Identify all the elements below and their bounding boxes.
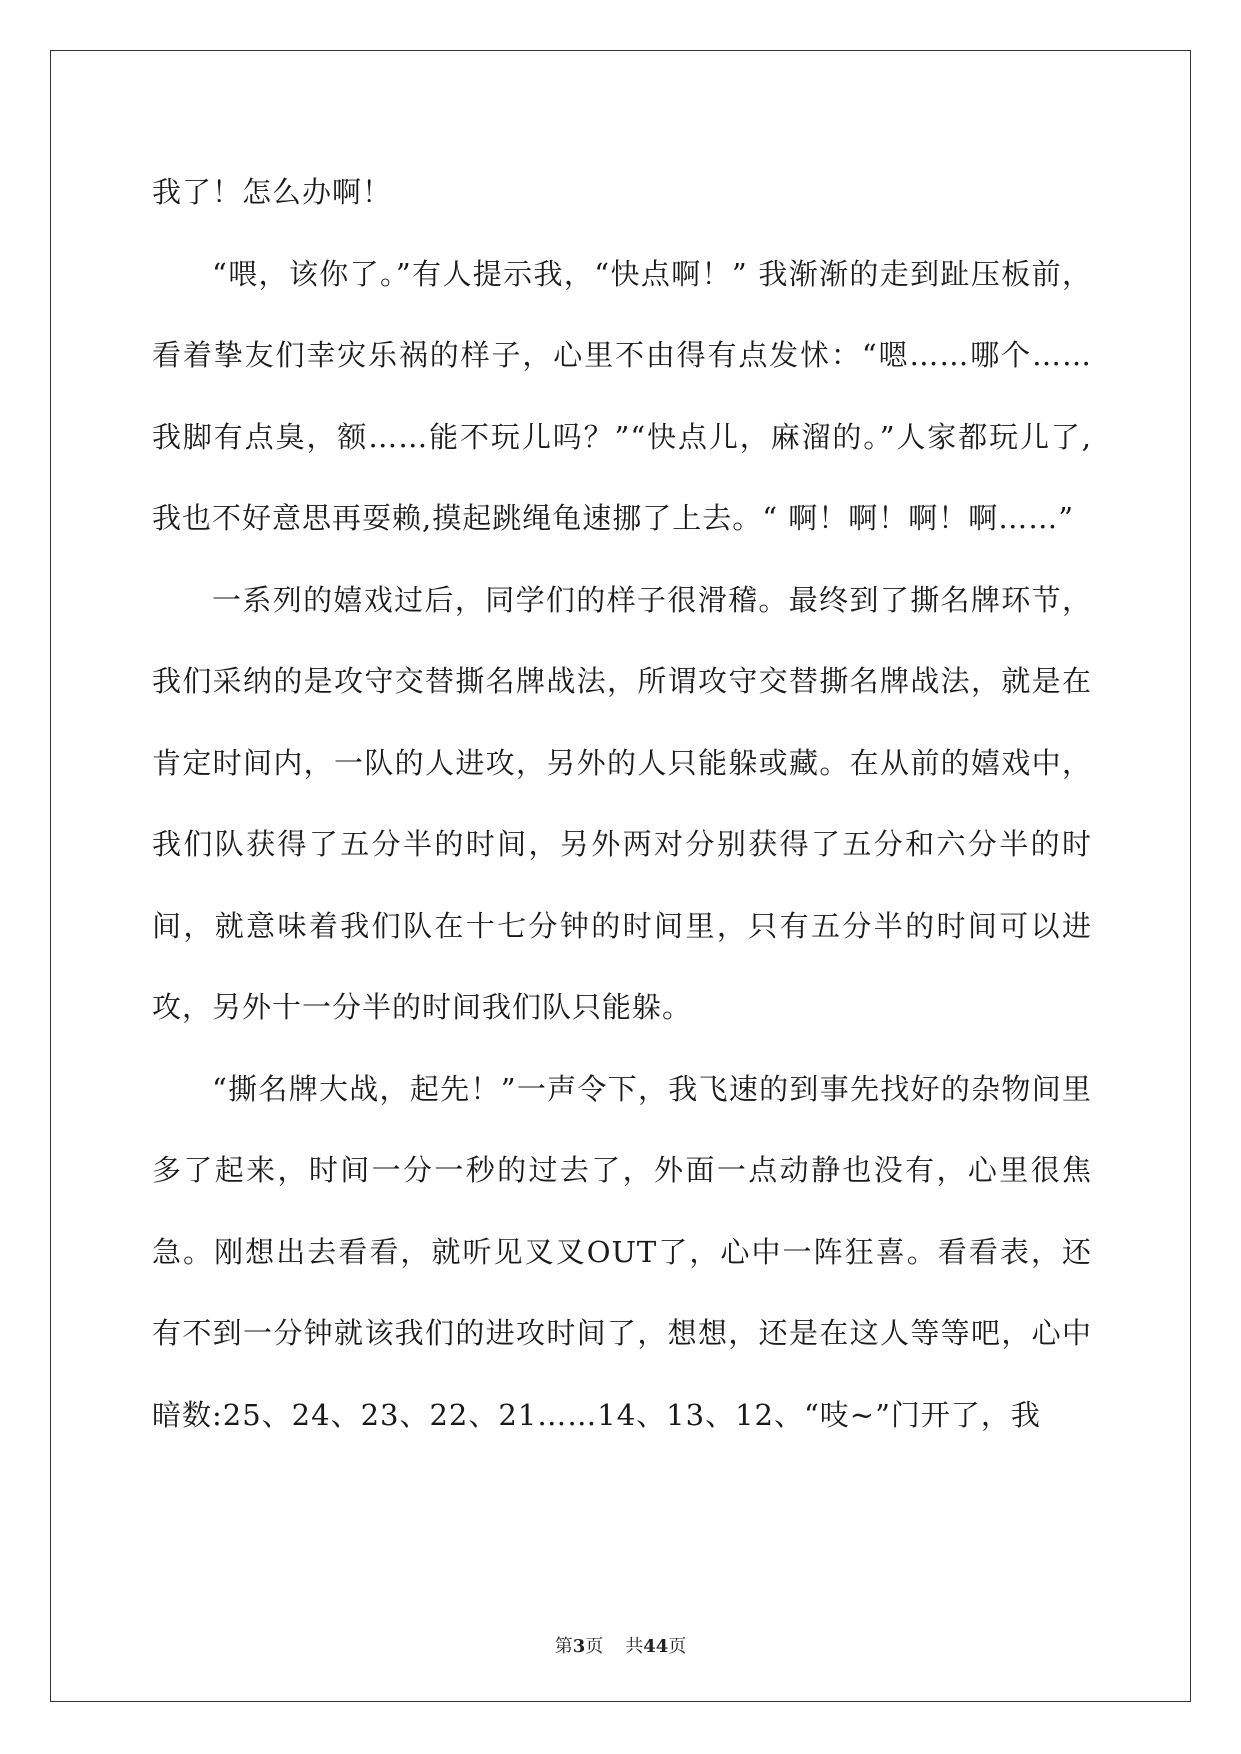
paragraph: 一系列的嬉戏过后，同学们的样子很滑稽。最终到了撕名牌环节，我们采纳的是攻守交替撕名牌战法，所谓攻守交替撕名牌战法，就是在肯定时间内，一队的人进攻，另外的人只能躲或藏。在从前的嬉戏中，我们队获得了五分半的时间，另外两对分别获得了五分和六分半的时间，就意味着我们队在十七分钟的时间里，只有五分半的时间可以进攻，另外十一分半的时间我们队只能躲。 [152,582,1092,1024]
document-body [152,152,1092,1456]
footer-prefix: 第 [554,1636,573,1657]
paragraph: 我了！怎么办啊！ [152,175,393,209]
footer-total-prefix: 共 [625,1636,644,1657]
total-pages: 44 [643,1636,669,1657]
paragraph: “喂，该你了。”有人提示我，“快点啊！” 我渐渐的走到趾压板前，看着挚友们幸灾乐祸的样子，心里不由得有点发怵：“嗯……哪个……我脚有点臭，额……能不玩儿吗？”“快点儿，麻溜的。”人家都玩儿了,我也不好意思再耍赖,摸起跳绳龟速挪了上去。“ 啊！啊！啊！啊……” [152,256,1092,535]
paragraph: “撕名牌大战，起先！”一声令下，我飞速的到事先找好的杂物间里多了起来，时间一分一秒的过去了，外面一点动静也没有，心里很焦急。刚想出去看看，就听见叉叉OUT了，心中一阵狂喜。看看表，还有不到一分钟就该我们的进攻时间了，想想，还是在这人等等吧，心中暗数:25、24、23、22、21……14、13、12、“吱~”门开了，我 [152,1071,1092,1432]
page-number: 3 [572,1636,586,1657]
footer-page-suffix: 页 [585,1636,604,1657]
footer-total-suffix: 页 [668,1636,687,1657]
page-footer [0,1632,1241,1658]
